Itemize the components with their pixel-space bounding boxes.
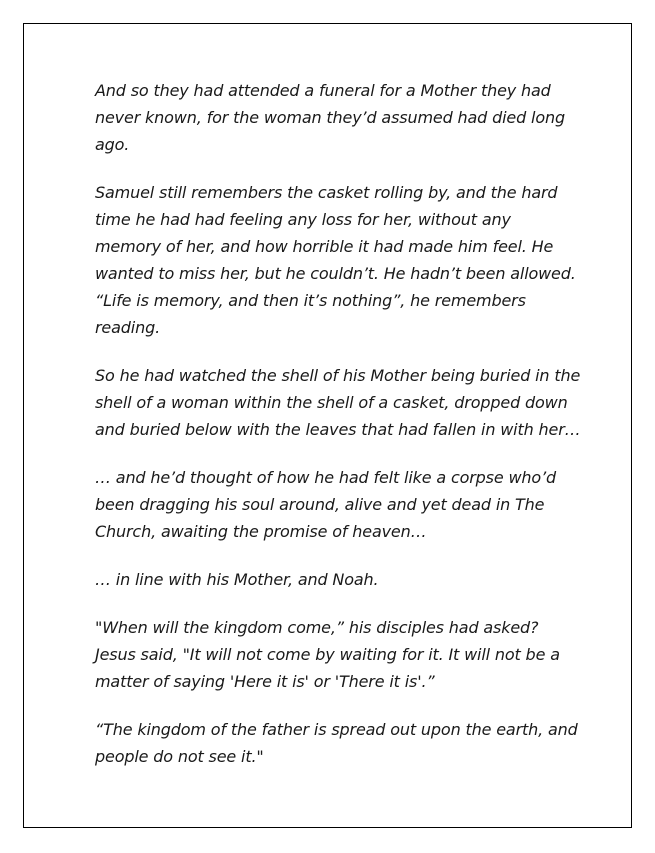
text-line: time he had had feeling any loss for her, without any	[95, 210, 511, 229]
paragraph-shell	[95, 362, 581, 443]
text-line: wanted to miss her, but he couldn’t. He hadn’t been allowed.	[95, 264, 576, 283]
text-line: Church, awaiting the promise of heaven…	[95, 522, 427, 541]
text-line: “Life is memory, and then it’s nothing”, he remembers	[95, 291, 526, 310]
text-line: So he had watched the shell of his Mother being buried in the	[95, 366, 581, 385]
text-line: … in line with his Mother, and Noah.	[95, 570, 379, 589]
paragraph-kingdom-answer	[95, 716, 578, 770]
paragraph-kingdom-question	[95, 614, 570, 695]
text-line: reading.	[95, 318, 161, 337]
text-line: ago.	[95, 135, 130, 154]
paragraph-corpse	[95, 464, 570, 545]
paragraph-noah	[95, 566, 570, 593]
text-line: never known, for the woman they’d assumed had died long	[95, 108, 565, 127]
text-line: … and he’d thought of how he had felt like a corpse who’d	[95, 468, 557, 487]
paragraph-casket	[95, 179, 576, 341]
text-line: memory of her, and how horrible it had made him feel. He	[95, 237, 554, 256]
text-line: and buried below with the leaves that had fallen in with her…	[95, 420, 581, 439]
text-line: matter of saying 'Here it is' or 'There it is'.”	[95, 672, 435, 691]
text-line: been dragging his soul around, alive and yet dead in The	[95, 495, 545, 514]
document-body	[95, 77, 581, 791]
paragraph-funeral	[95, 77, 570, 158]
text-line: people do not see it."	[95, 747, 264, 766]
text-line: shell of a woman within the shell of a casket, dropped down	[95, 393, 568, 412]
text-line: Jesus said, "It will not come by waiting for it. It will not be a	[95, 645, 560, 664]
text-line: “The kingdom of the father is spread out upon the earth, and	[95, 720, 578, 739]
text-line: "When will the kingdom come,” his disciples had asked?	[95, 618, 539, 637]
document-page	[23, 23, 632, 828]
text-line: Samuel still remembers the casket rolling by, and the hard	[95, 183, 558, 202]
text-line: And so they had attended a funeral for a Mother they had	[95, 81, 551, 100]
